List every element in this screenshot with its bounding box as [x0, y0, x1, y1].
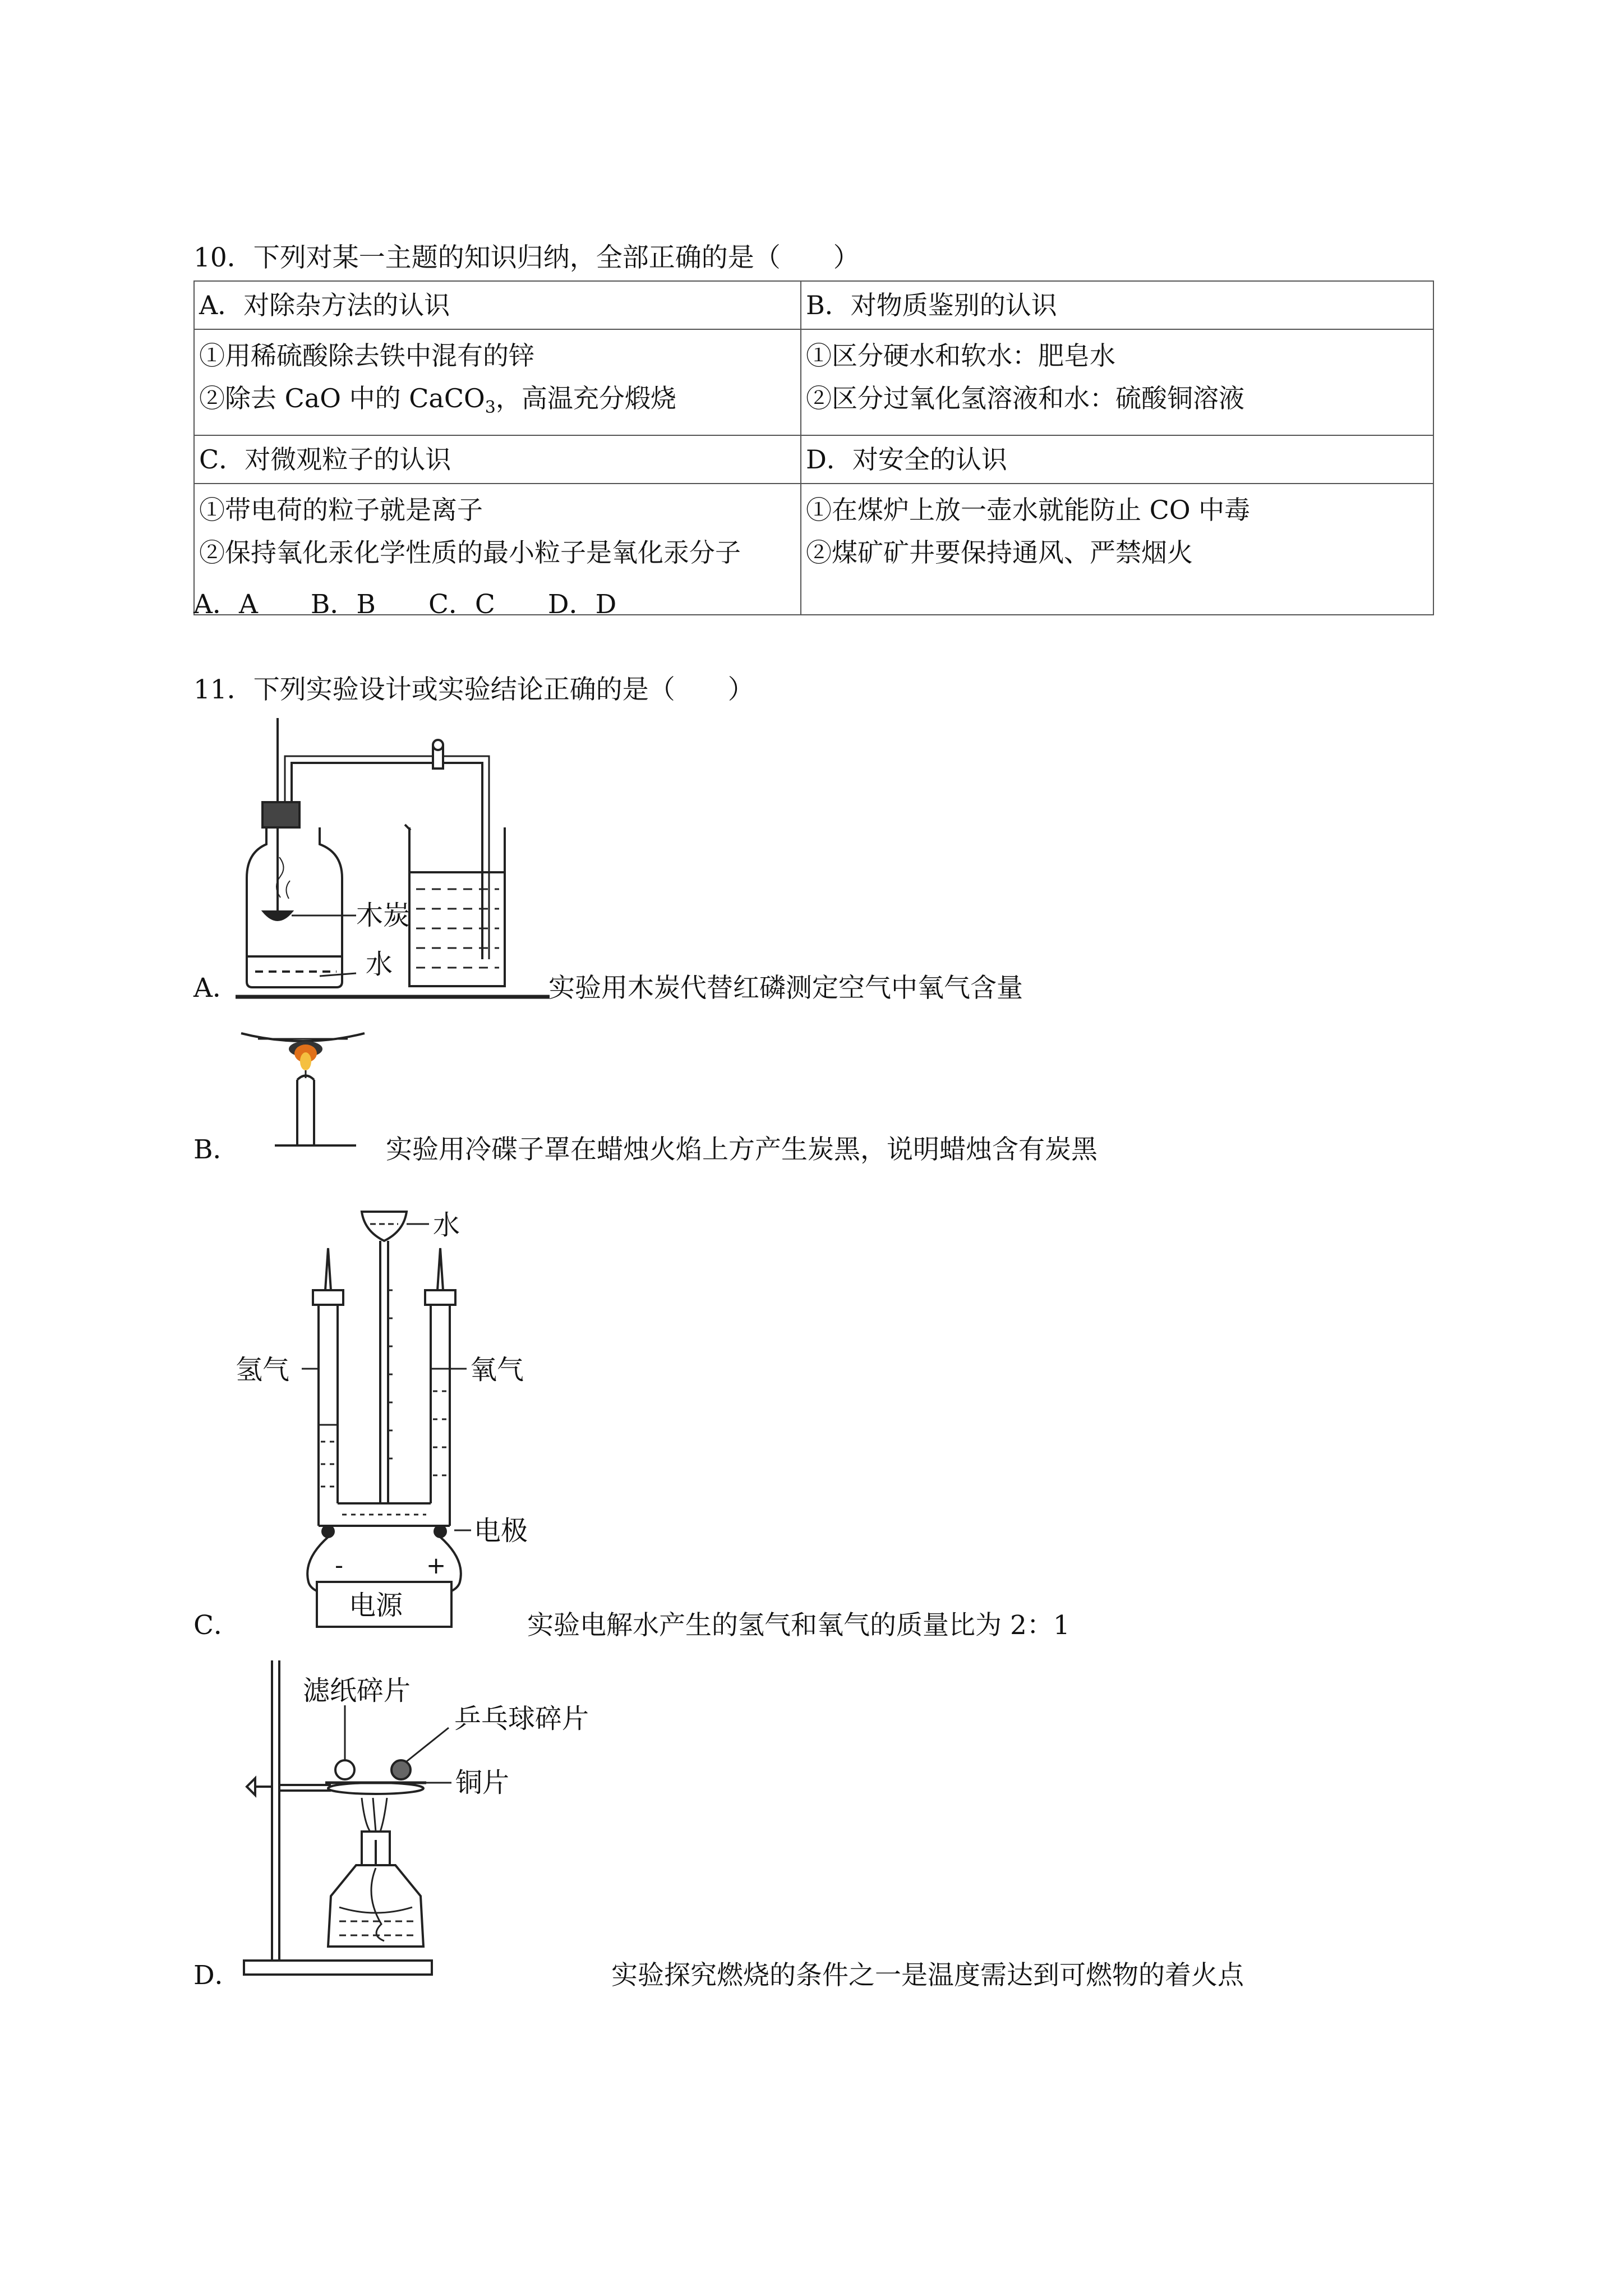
knowledge-table — [193, 280, 1434, 615]
cell-a-line1: ①用稀硫酸除去铁中混有的锌 — [199, 341, 534, 371]
cell-b-line2: ②区分过氧化氢溶液和水：硫酸铜溶液 — [806, 383, 1244, 413]
q11-d-prefix: D． — [193, 1960, 241, 1991]
label-copper: 铜片 — [455, 1767, 510, 1798]
label-plus: + — [426, 1552, 446, 1579]
cell-b-head: B．对物质鉴别的认识 — [801, 281, 1433, 329]
electrolysis-figure — [236, 1200, 550, 1632]
label-water-c: 水 — [433, 1209, 460, 1241]
q11-a-text: 实验用木炭代替红磷测定空气中氧气含量 — [548, 973, 1023, 1004]
label-pingpong: 乒乓球碎片 — [454, 1703, 589, 1734]
q11-b-text: 实验用冷碟子罩在蜡烛火焰上方产生炭黑，说明蜡烛含有炭黑 — [386, 1134, 1098, 1165]
cell-b-body — [801, 329, 1433, 435]
label-minus: - — [335, 1552, 344, 1579]
cell-d-head: D．对安全的认识 — [801, 435, 1433, 484]
q11-stem: 11．下列实验设计或实验结论正确的是（ ） — [193, 674, 754, 705]
charcoal-apparatus-figure — [236, 718, 572, 1010]
label-water-a: 水 — [366, 949, 393, 980]
q11-a-prefix: A． — [193, 973, 239, 1004]
q11-b-prefix: B． — [193, 1134, 239, 1165]
cell-d-body — [801, 484, 1433, 615]
cell-a-head: A．对除杂方法的认识 — [194, 281, 801, 329]
q11-c-text: 实验电解水产生的氢气和氧气的质量比为 2：1 — [527, 1610, 1070, 1641]
label-oxygen: 氧气 — [470, 1354, 524, 1386]
combustion-conditions-figure — [236, 1660, 639, 1986]
q11-d-text: 实验探究燃烧的条件之一是温度需达到可燃物的着火点 — [611, 1960, 1244, 1991]
label-electrode: 电极 — [474, 1515, 528, 1547]
candle-plate-figure — [236, 1027, 370, 1156]
cell-d-line1: ①在煤炉上放一壶水就能防止 CO 中毒 — [806, 495, 1251, 526]
cell-b-line1: ①区分硬水和软水：肥皂水 — [806, 341, 1115, 371]
label-filter-paper: 滤纸碎片 — [303, 1675, 411, 1706]
cell-a-line2: ②除去 CaO 中的 CaCO$_3$，高温充分煅烧 — [199, 383, 676, 418]
cell-a-body — [194, 329, 801, 435]
cell-c-head: C．对微观粒子的认识 — [194, 435, 801, 484]
label-hydrogen: 氢气 — [236, 1354, 290, 1386]
cell-c-line2: ②保持氧化汞化学性质的最小粒子是氧化汞分子 — [199, 537, 741, 568]
q10-choices: A．A B．B C．C D．D — [193, 589, 617, 620]
q11-c-prefix: C． — [193, 1610, 240, 1641]
cell-c-line1: ①带电荷的粒子就是离子 — [199, 495, 483, 526]
label-charcoal: 木炭 — [356, 900, 411, 931]
label-power: 电源 — [349, 1590, 403, 1621]
cell-d-line2: ②煤矿矿井要保持通风、严禁烟火 — [806, 537, 1193, 568]
q10-stem: 10．下列对某一主题的知识归纳，全部正确的是（ ） — [193, 242, 860, 273]
